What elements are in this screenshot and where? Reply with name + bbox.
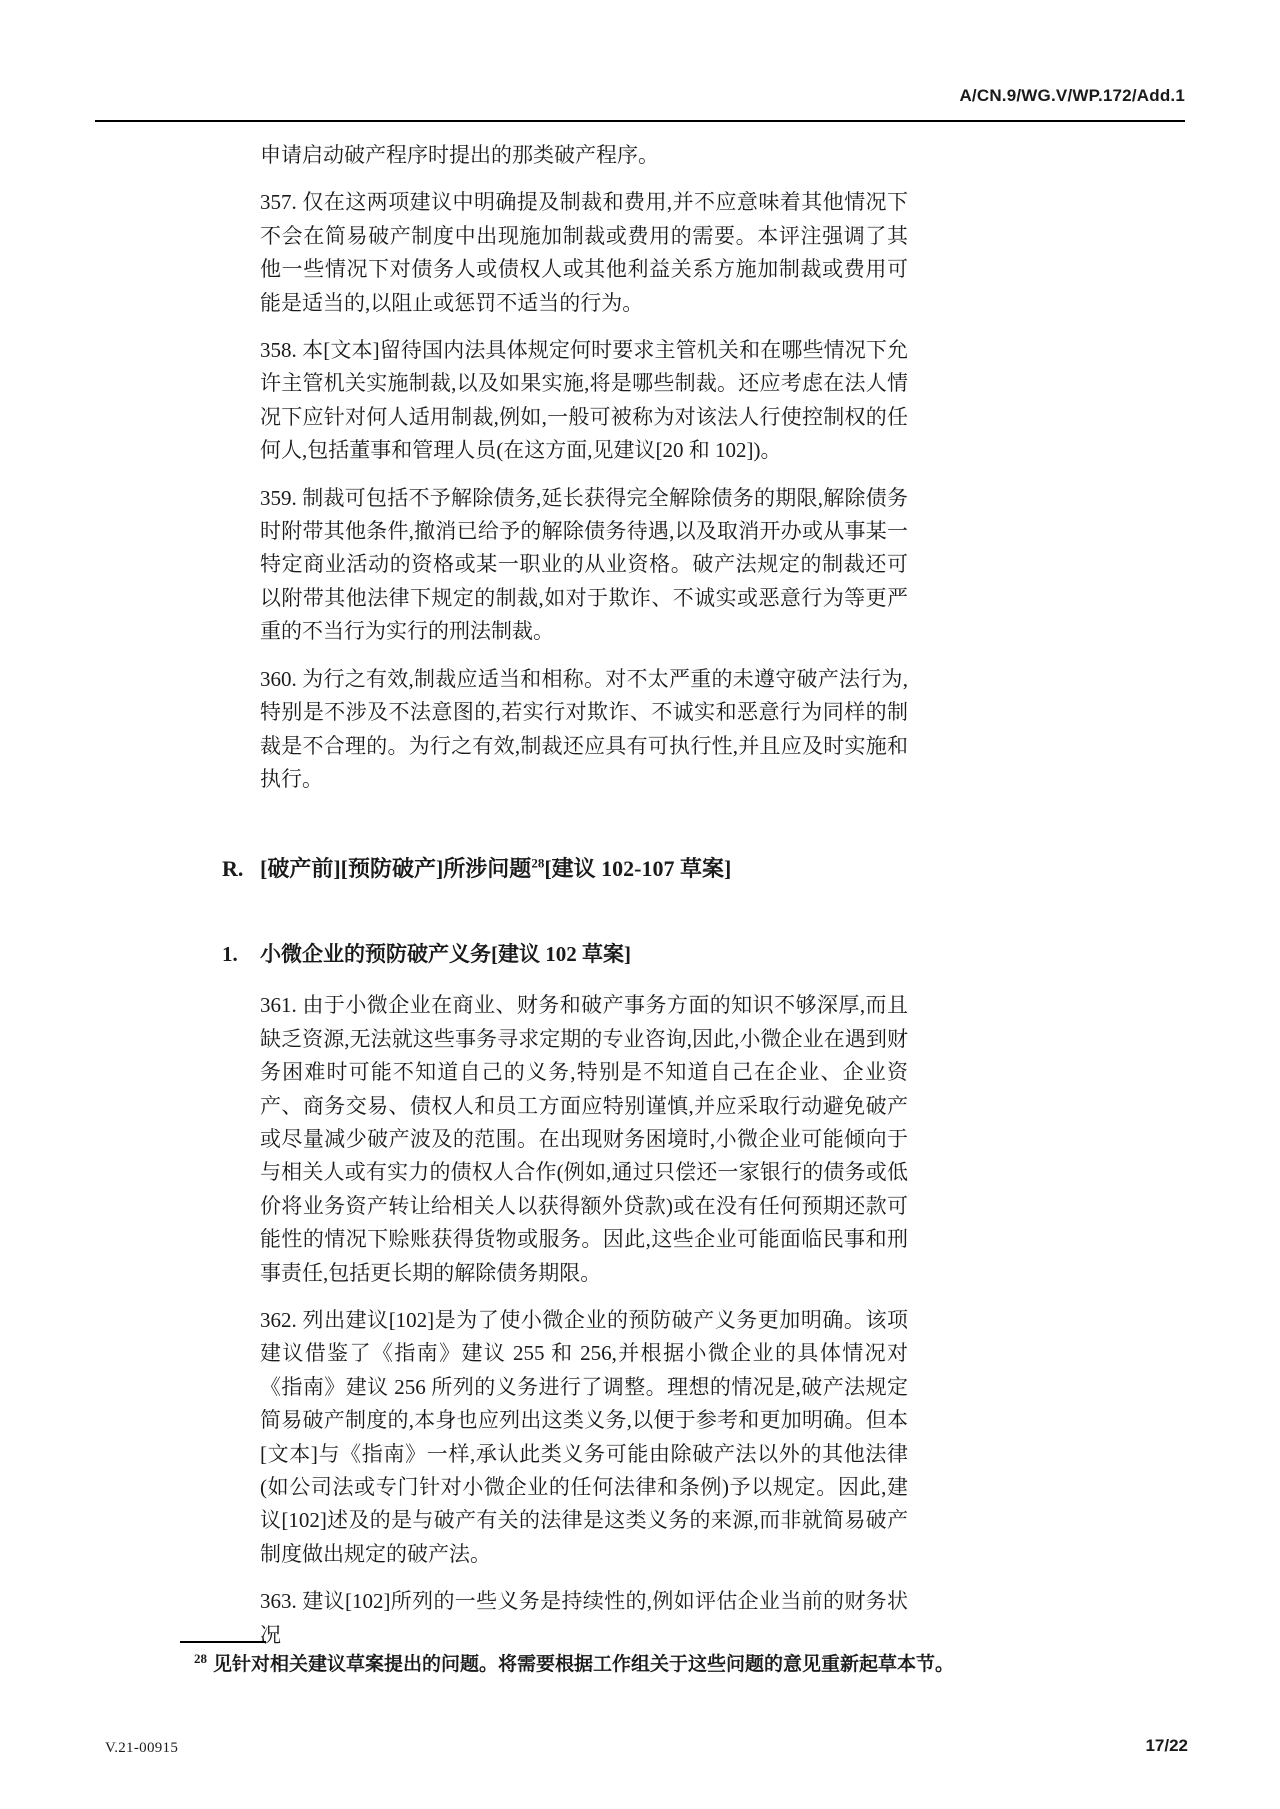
paragraph-359: 359. 制裁可包括不予解除债务,延长获得完全解除债务的期限,解除债务时附带其他条件,撤消已给予的解除债务待遇,以及取消开办或从事某一特定商业活动的资格或某一职业的从业资格。破产法规定的制裁还可以附带其他法律下规定的制裁,如对于欺诈、不诚实或恶意行为等更严重的不当行为实行的刑法制裁。 <box>260 485 908 644</box>
footnote-reference-mark: 28 <box>531 855 545 871</box>
footnote-text: 见针对相关建议草案提出的问题。将需要根据工作组关于这些问题的意见重新起草本节。 <box>213 1654 955 1675</box>
footnote-28 <box>194 1652 1100 1678</box>
paragraph-continuation: 申请启动破产程序时提出的那类破产程序。 <box>260 143 659 167</box>
footer-document-id: V.21-00915 <box>105 1740 179 1756</box>
section-title-recommendations: [建议 102-107 草案] <box>544 856 732 882</box>
footer-page-number: 17/22 <box>1145 1736 1188 1755</box>
paragraph-362: 362. 列出建议[102]是为了使小微企业的预防破产义务更加明确。该项建议借鉴了《指南》建议 255 和 256,并根据小微企业的具体情况对《指南》建议 256 所列的义务进行了调整。理想的情况是,破产法规定简易破产制度的,本身也应列出这类义务,以便于参考和更加明确。但本[文本]与《指南》一样,承认此类义务可能由除破产法以外的其他法律(如公司法或专门针对小微企业的任何法律和条例)予以规定。因此,建议[102]述及的是与破产有关的法律是这类义务的来源,而非就简易破产制度做出规定的破产法。 <box>260 1307 908 1566</box>
section-title <box>260 854 908 884</box>
document-body <box>222 139 908 1652</box>
paragraph-361: 361. 由于小微企业在商业、财务和破产事务方面的知识不够深厚,而且缺乏资源,无法就这些事务寻求定期的专业咨询,因此,小微企业在遇到财务困难时可能不知道自己的义务,特别是不知道自己在企业、企业资产、商务交易、债权人和员工方面应特别谨慎,并应采取行动避免破产或尽量减少破产波及的范围。在出现财务困境时,小微企业可能倾向于与相关人或有实力的债权人合作(例如,通过只偿还一家银行的债务或低价将业务资产转让给相关人以获得额外贷款)或在没有任何预期还款可能性的情况下赊账获得货物或服务。因此,这些企业可能面临民事和刑事责任,包括更长期的解除债务期限。 <box>260 993 908 1285</box>
paragraph-357: 357. 仅在这两项建议中明确提及制裁和费用,并不应意味着其他情况下不会在简易破产制度中出现施加制裁或费用的需要。本评注强调了其他一些情况下对债务人或债权人或其他利益关系方施加制裁或费用可能是适当的,以阻止或惩罚不适当的行为。 <box>260 190 908 315</box>
section-label: R. <box>222 856 244 882</box>
paragraph-363: 363. 建议[102]所列的一些义务是持续性的,例如评估企业当前的财务状况 <box>260 1589 908 1647</box>
footnote-number: 28 <box>194 1650 207 1666</box>
subsection-label: 1. <box>222 942 238 967</box>
paragraph-360: 360. 为行之有效,制裁应适当和相称。对不太严重的未遵守破产法行为,特别是不涉及不法意图的,若实行对欺诈、不诚实和恶意行为同样的制裁是不合理的。为行之有效,制裁还应具有可执行性,并且应及时实施和执行。 <box>260 666 908 791</box>
header-divider <box>95 120 1185 122</box>
subsection-heading-1 <box>222 940 908 969</box>
footnote-area <box>180 1641 1100 1678</box>
footnote-divider <box>180 1641 266 1643</box>
document-symbol: A/CN.9/WG.V/WP.172/Add.1 <box>959 86 1185 105</box>
section-heading-R <box>222 854 908 884</box>
section-title-text: [破产前][预防破产]所涉问题 <box>260 856 532 882</box>
subsection-title: 小微企业的预防破产义务[建议 102 草案] <box>260 942 631 967</box>
paragraph-358: 358. 本[文本]留待国内法具体规定何时要求主管机关和在哪些情况下允许主管机关实施制裁,以及如果实施,将是哪些制裁。还应考虑在法人情况下应针对何人适用制裁,例如,一般可被称为对该法人行使控制权的任何人,包括董事和管理人员(在这方面,见建议[20 和 102])。 <box>260 338 908 463</box>
